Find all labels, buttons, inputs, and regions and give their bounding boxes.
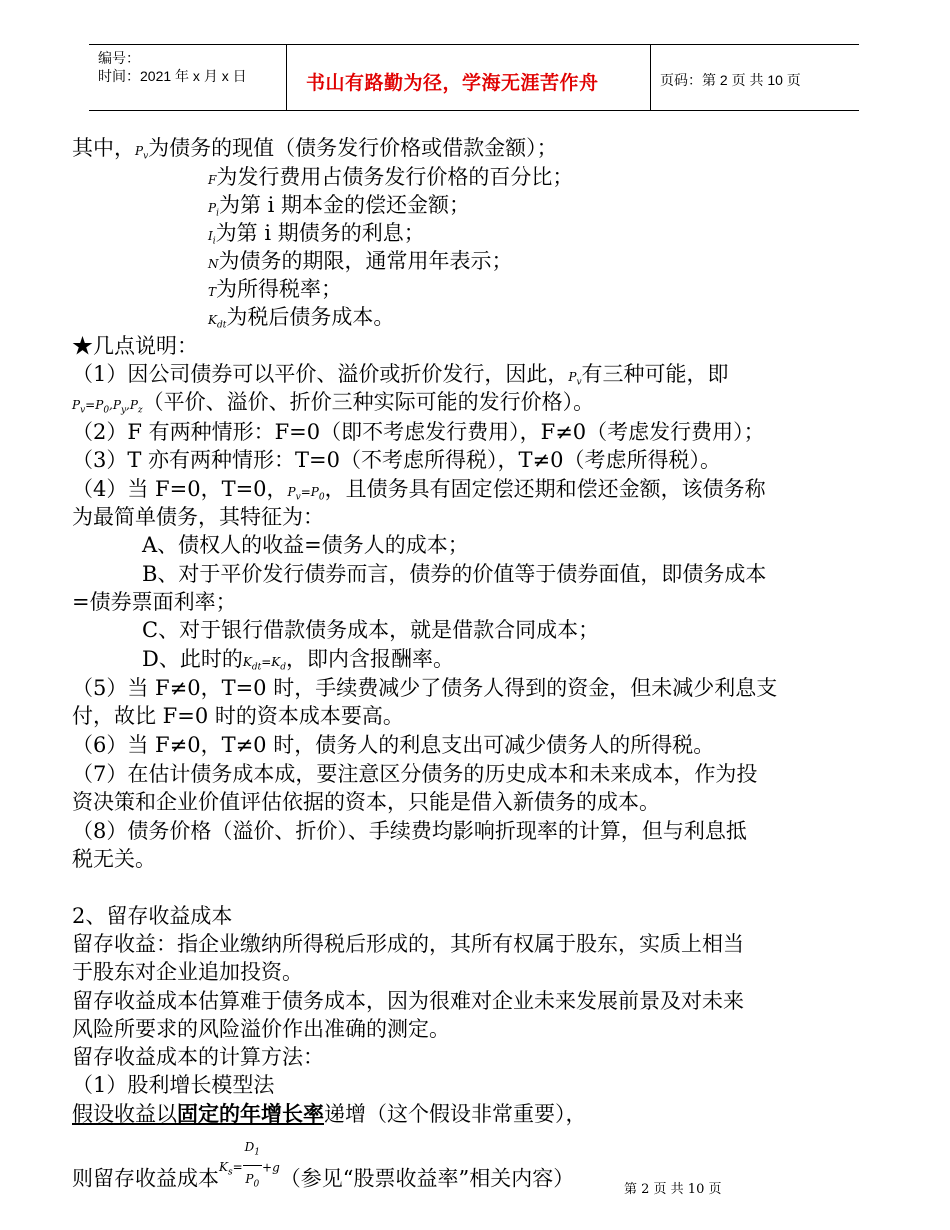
note-4-d: D、此时的$K_{dt}=K_d$，即内含报酬率。 [142,647,454,673]
def-n: N为债务的期限，通常用年表示； [208,249,513,273]
cost-formula: $K_s=$ $\frac{D_1}{P_0}$ +g [219,1134,280,1198]
header-motto: 书山有路勤为径，学海无涯苦作舟 [306,73,599,94]
note-6: （6）当 F≠0，T≠0 时，债务人的利息支出可减少债务人的所得税。 [72,733,715,757]
note-2: （2）F 有两种情形：F=0（即不考虑发行费用），F≠0（考虑发行费用）； [72,420,765,444]
def-f: F为发行费用占债务发行价格的百分比； [208,165,574,189]
section-2-heading: 2、留存收益成本 [72,904,233,928]
estimation-note-line-2: 风险所要求的风险溢价作出准确的测定。 [72,1017,450,1041]
method-intro: 留存收益成本的计算方法： [72,1045,324,1069]
note-7-line-1: （7）在估计债务成本成，要注意区分债务的历史成本和未来成本，作为投 [72,762,758,786]
def-ii: $I_i$为第 i 期债务的利息； [208,221,425,247]
note-4-b-line-1: B、对于平价发行债券而言，债券的价值等于债券面值，即债务成本 [142,562,767,586]
note-4-line-1: （4）当 F=0，T=0，$P_v=P_0$，且债务具有固定偿还期和偿还金额，该债务称 [72,477,766,503]
header-code: 编号： [98,50,140,66]
def-pv: 其中，$P_v$为债务的现值（债务发行价格或借款金额）； [72,136,558,162]
notes-title: ★几点说明： [72,334,198,358]
note-4-b-line-2: =债券票面利率； [72,590,237,614]
note-1-line-2: $P_v=P_0,P_y,P_z$（平价、溢价、折价三种实际可能的发行价格）。 [72,390,595,416]
def-pi: $P_i$为第 i 期本金的偿还金额； [208,193,471,219]
header-top-rule [89,44,859,45]
note-4-a: A、债权人的收益=债务人的成本； [142,533,469,557]
note-3: （3）T 亦有两种情形：T=0（不考虑所得税），T≠0（考虑所得税）。 [72,448,721,472]
estimation-note-line-1: 留存收益成本估算难于债务成本，因为很难对企业未来发展前景及对未来 [72,989,744,1013]
header-page-number: 页码：第 2 页 共 10 页 [660,72,801,88]
note-4-c: C、对于银行借款债务成本，就是借款合同成本； [142,618,600,642]
cost-formula-line: 则留存收益成本$K_s=$ $\frac{D_1}{P_0}$ +g（参见“股票收益率”相关内容） [72,1148,574,1212]
growth-assumption: 假设收益以固定的年增长率递增（这个假设非常重要）， [72,1101,587,1126]
note-4-line-2: 为最简单债务，其特征为： [72,505,324,529]
note-5-line-1: （5）当 F≠0，T=0 时，手续费减少了债务人得到的资金，但未减少利息支 [72,676,778,700]
note-8-line-2: 税无关。 [72,847,156,871]
header-divider [650,44,651,110]
def-t: T为所得税率； [208,277,343,301]
page-footer: 第 2 页 共 10 页 [624,1182,722,1197]
note-7-line-2: 资决策和企业价值评估依据的资本，只能是借入新债务的成本。 [72,790,660,814]
header-divider [286,44,287,110]
note-5-line-2: 付，故比 F=0 时的资本成本要高。 [72,704,404,728]
def-kdt: $K_{dt}$为税后债务成本。 [208,305,395,331]
retained-earnings-def-line-2: 于股东对企业追加投资。 [72,960,303,984]
method-1-title: （1）股利增长模型法 [72,1073,275,1097]
header-time: 时间：2021 年 x 月 x 日 [98,68,247,84]
note-1-line-1: （1）因公司债券可以平价、溢价或折价发行，因此，$P_v$有三种可能，即 [72,362,729,388]
note-8-line-1: （8）债务价格（溢价、折价）、手续费均影响折现率的计算，但与利息抵 [72,819,747,843]
retained-earnings-def-line-1: 留存收益：指企业缴纳所得税后形成的，其所有权属于股东，实质上相当 [72,932,744,956]
header-bottom-rule [89,110,859,111]
